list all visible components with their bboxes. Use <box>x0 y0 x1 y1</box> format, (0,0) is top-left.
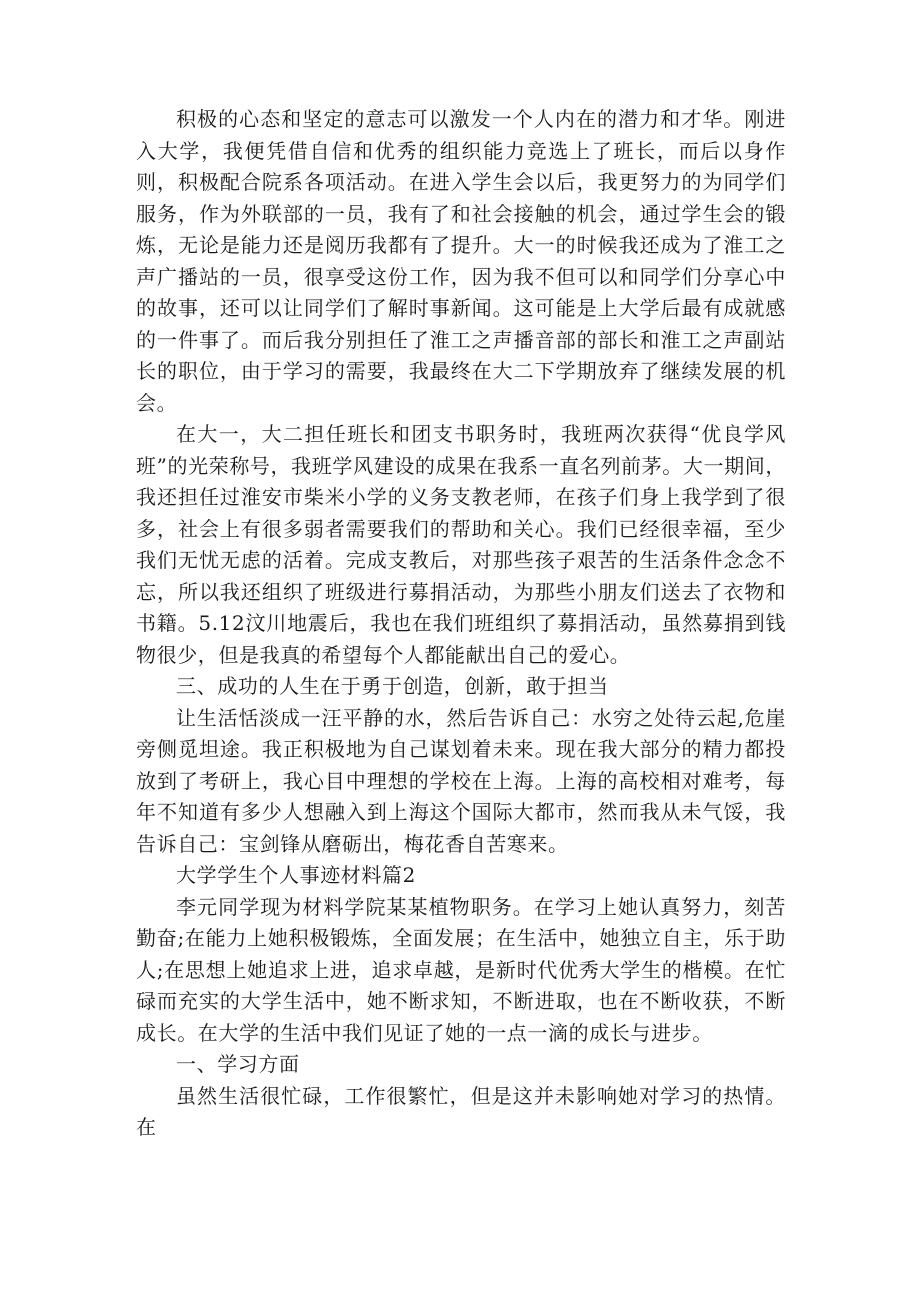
body-paragraph: 让生活恬淡成一汪平静的水，然后告诉自己：水穷之处待云起,危崖旁侧觅坦途。我正积极地为自己谋划着未来。现在我大部分的精力都投放到了考研上，我心目中理想的学校在上海。上海的高校相对难考，每年不知道有多少人想融入到上海这个国际大都市，然而我从未气馁，我告诉自己：宝剑锋从磨砺出，梅花香自苦寒来。 <box>136 705 786 856</box>
article-title: 大学学生个人事迹材料篇2 <box>176 863 416 887</box>
section-heading: 三、成功的人生在于勇于创造，创新，敢于担当 <box>176 674 609 698</box>
body-paragraph: 虽然生活很忙碌，工作很繁忙，但是这并未影响她对学习的热情。在 <box>136 1083 786 1139</box>
document-page <box>136 104 786 1144</box>
body-paragraph: 积极的心态和坚定的意志可以激发一个人内在的潜力和才华。刚进入大学，我便凭借自信和优秀的组织能力竞选上了班长，而后以身作则，积极配合院系各项活动。在进入学生会以后，我更努力的为同学们服务，作为外联部的一员，我有了和社会接触的机会，通过学生会的锻炼，无论是能力还是阅历我都有了提升。大一的时候我还成为了淮工之声广播站的一员，很享受这份工作，因为我不但可以和同学们分享心中的故事，还可以让同学们了解时事新闻。这可能是上大学后最有成就感的一件事了。而后我分别担任了淮工之声播音部的部长和淮工之声副站长的职位，由于学习的需要，我最终在大二下学期放弃了继续发展的机会。 <box>136 107 786 415</box>
section-heading: 一、学习方面 <box>176 1052 300 1076</box>
body-paragraph: 李元同学现为材料学院某某植物职务。在学习上她认真努力，刻苦勤奋;在能力上她积极锻炼，全面发展；在生活中，她独立自主，乐于助人;在思想上她追求上进，追求卓越，是新时代优秀大学生的楷模。在忙碌而充实的大学生活中，她不断求知，不断进取，也在不断收获，不断成长。在大学的生活中我们见证了她的一点一滴的成长与进步。 <box>136 894 786 1045</box>
body-paragraph: 在大一，大二担任班长和团支书职务时，我班两次获得“优良学风班”的光荣称号，我班学风建设的成果在我系一直名列前茅。大一期间，我还担任过淮安市柴米小学的义务支教老师，在孩子们身上我学到了很多，社会上有很多弱者需要我们的帮助和关心。我们已经很幸福，至少我们无忧无虑的活着。完成支教后，对那些孩子艰苦的生活条件念念不忘，所以我还组织了班级进行募捐活动，为那些小朋友们送去了衣物和书籍。5.12汶川地震后，我也在我们班组织了募捐活动，虽然募捐到钱物很少，但是我真的希望每个人都能献出自己的爱心。 <box>136 422 786 667</box>
